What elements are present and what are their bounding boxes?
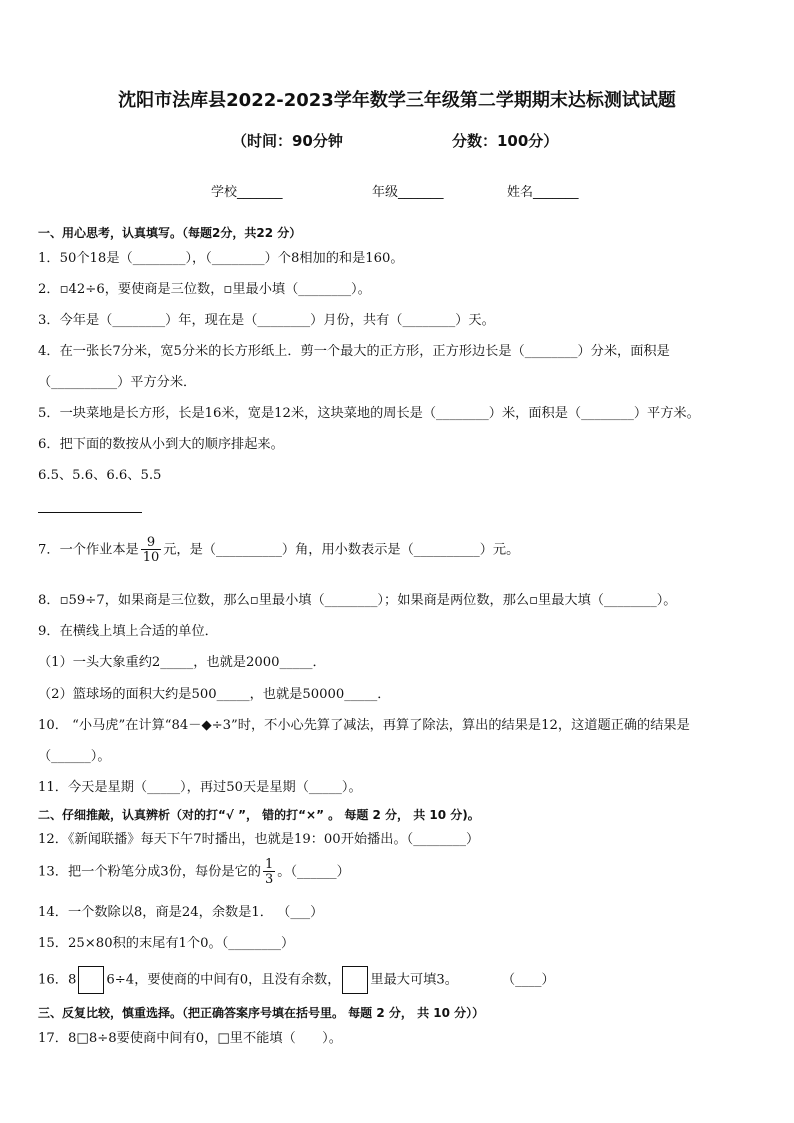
school-field[interactable]: 学校_______ (211, 185, 283, 200)
page-title: 沈阳市法库县2022-2023学年数学三年级第二学期期末达标测试试题 (118, 90, 676, 111)
question-7-rest: 元，是（__________）角，用小数表示是（__________）元。 (163, 542, 520, 558)
question-15: 15．25×80积的末尾有1个0。（________） (38, 936, 295, 951)
question-16-text-3: 里最大可填3。 (370, 972, 458, 988)
question-13-rest: 。（______） (277, 864, 350, 880)
question-16-answer: （____） (501, 972, 555, 988)
question-16 (38, 966, 555, 994)
question-4-continued: （__________）平方分米． (38, 375, 197, 390)
exam-score: 分数：100分） (452, 132, 559, 150)
section-1-heading: 一、用心思考，认真填写。（每题2分，共22 分） (38, 226, 302, 240)
question-11: 11．今天是星期（_____），再过50天是星期（_____）。 (38, 780, 362, 795)
fraction-denominator: 3 (264, 872, 274, 887)
name-field[interactable]: 姓名_______ (507, 185, 579, 200)
question-16-text-2: 6÷4，要使商的中间有0，且没有余数， (106, 972, 341, 988)
exam-time: （时间：90分钟 (232, 132, 343, 150)
question-14: 14．一个数除以8，商是24，余数是1． （___） (38, 905, 324, 920)
question-12: 12．《新闻联播》每天下午7时播出，也就是19：00开始播出。（________） (38, 832, 480, 847)
question-9: 9．在横线上填上合适的单位． (38, 624, 218, 639)
question-10: 10． “小马虎”在计算“84－◆÷3”时，不小心先算了减法，再算了除法，算出的结果是12，这道题正确的结果是 (38, 718, 690, 733)
section-2-heading: 二、仔细推敲，认真辨析（对的打“√ ”， 错的打“×” 。 每题 2 分， 共 10 分)。 (38, 808, 480, 822)
question-17: 17．8□8÷8要使商中间有0，□里不能填（ ）。 (38, 1031, 342, 1046)
question-16-text: 16．8 (38, 972, 77, 988)
question-7-text: 7．一个作业本是 (38, 542, 139, 558)
question-6-numbers: 6.5、5.6、6.6、5.5 (38, 468, 162, 483)
digit-box[interactable] (342, 966, 368, 994)
question-8: 8．▫59÷7，如果商是三位数，那么▫里最小填（________）；如果商是两位数，那么▫里最大填（________）。 (38, 593, 677, 608)
grade-field[interactable]: 年级_______ (372, 185, 444, 200)
question-5: 5．一块菜地是长方形，长是16米，宽是12米，这块菜地的周长是（________）米，面积是（________）平方米。 (38, 406, 700, 421)
question-10-continued: （______）。 (38, 749, 111, 764)
section-3-heading: 三、反复比较，慎重选择。（把正确答案序号填在括号里。 每题 2 分， 共 10 分）） (38, 1006, 485, 1020)
fraction-9-10 (141, 536, 162, 564)
question-9-part-2: （2）篮球场的面积大约是500_____，也就是50000_____． (38, 687, 391, 702)
fraction-1-3 (263, 858, 275, 886)
question-13 (38, 858, 350, 886)
question-3: 3．今年是（________）年，现在是（________）月份，共有（________）天。 (38, 313, 495, 328)
question-1: 1．50个18是（________），（________）个8相加的和是160。 (38, 251, 404, 266)
fraction-denominator: 10 (142, 550, 160, 565)
question-13-text: 13．把一个粉笔分成3份，每份是它的 (38, 864, 261, 880)
fraction-numerator: 1 (264, 857, 274, 872)
question-2: 2．▫42÷6，要使商是三位数，▫里最小填（________）。 (38, 282, 371, 297)
question-4: 4．在一张长7分米，宽5分米的长方形纸上．剪一个最大的正方形，正方形边长是（________）分米，面积是 (38, 344, 670, 359)
question-6-answer-line[interactable] (38, 512, 142, 513)
question-9-part-1: （1）一头大象重约2_____，也就是2000_____． (38, 655, 326, 670)
digit-box[interactable] (78, 966, 104, 994)
question-7 (38, 536, 519, 564)
question-6: 6．把下面的数按从小到大的顺序排起来。 (38, 437, 284, 452)
fraction-numerator: 9 (146, 535, 156, 550)
